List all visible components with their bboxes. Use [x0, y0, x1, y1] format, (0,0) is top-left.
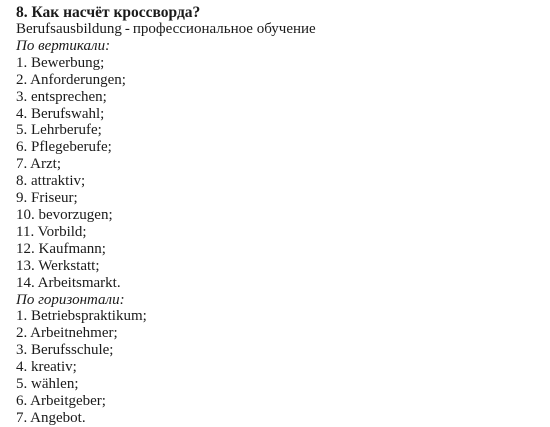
horizontal-answer-list	[16, 308, 550, 426]
vertical-item-14: 14. Arbeitsmarkt.	[16, 274, 121, 291]
horizontal-item-5: 5. wählen;	[16, 376, 79, 393]
intro-translation: профессиональное обучение	[132, 21, 316, 37]
horizontal-item-1: 1. Betriebspraktikum;	[16, 308, 147, 325]
vertical-item-7: 7. Arzt;	[16, 156, 61, 173]
horizontal-item-4: 4. kreativ;	[16, 359, 77, 376]
horizontal-item-6: 6. Arbeitgeber;	[16, 392, 106, 409]
vertical-item-4: 4. Berufswahl;	[16, 105, 105, 122]
vertical-item-9: 9. Friseur;	[16, 190, 78, 207]
horizontal-section-label: По горизонтали:	[16, 291, 125, 308]
vertical-section-label: По вертикали:	[16, 37, 111, 54]
vertical-item-13: 13. Werkstatt;	[16, 257, 100, 274]
vertical-item-11: 11. Vorbild;	[16, 223, 87, 240]
horizontal-item-2: 2. Arbeitnehmer;	[16, 325, 118, 342]
vertical-item-3: 3. entsprechen;	[16, 88, 107, 105]
intro-line	[16, 21, 550, 38]
vertical-item-1: 1. Bewerbung;	[16, 54, 105, 71]
intro-term: Berufsausbildung	[16, 21, 122, 37]
exercise-title: 8. Как насчёт кроссворда?	[16, 4, 201, 21]
vertical-item-8: 8. attraktiv;	[16, 173, 86, 190]
vertical-item-5: 5. Lehrberufe;	[16, 122, 102, 139]
vertical-answer-list	[16, 55, 550, 292]
horizontal-item-7: 7. Angebot.	[16, 409, 86, 426]
vertical-item-12: 12. Kaufmann;	[16, 240, 106, 257]
vertical-item-2: 2. Anforderungen;	[16, 71, 126, 88]
intro-separator: -	[124, 21, 130, 37]
vertical-item-10: 10. bevorzugen;	[16, 206, 113, 223]
horizontal-item-3: 3. Berufsschule;	[16, 342, 114, 359]
vertical-item-6: 6. Pflegeberufe;	[16, 139, 112, 156]
